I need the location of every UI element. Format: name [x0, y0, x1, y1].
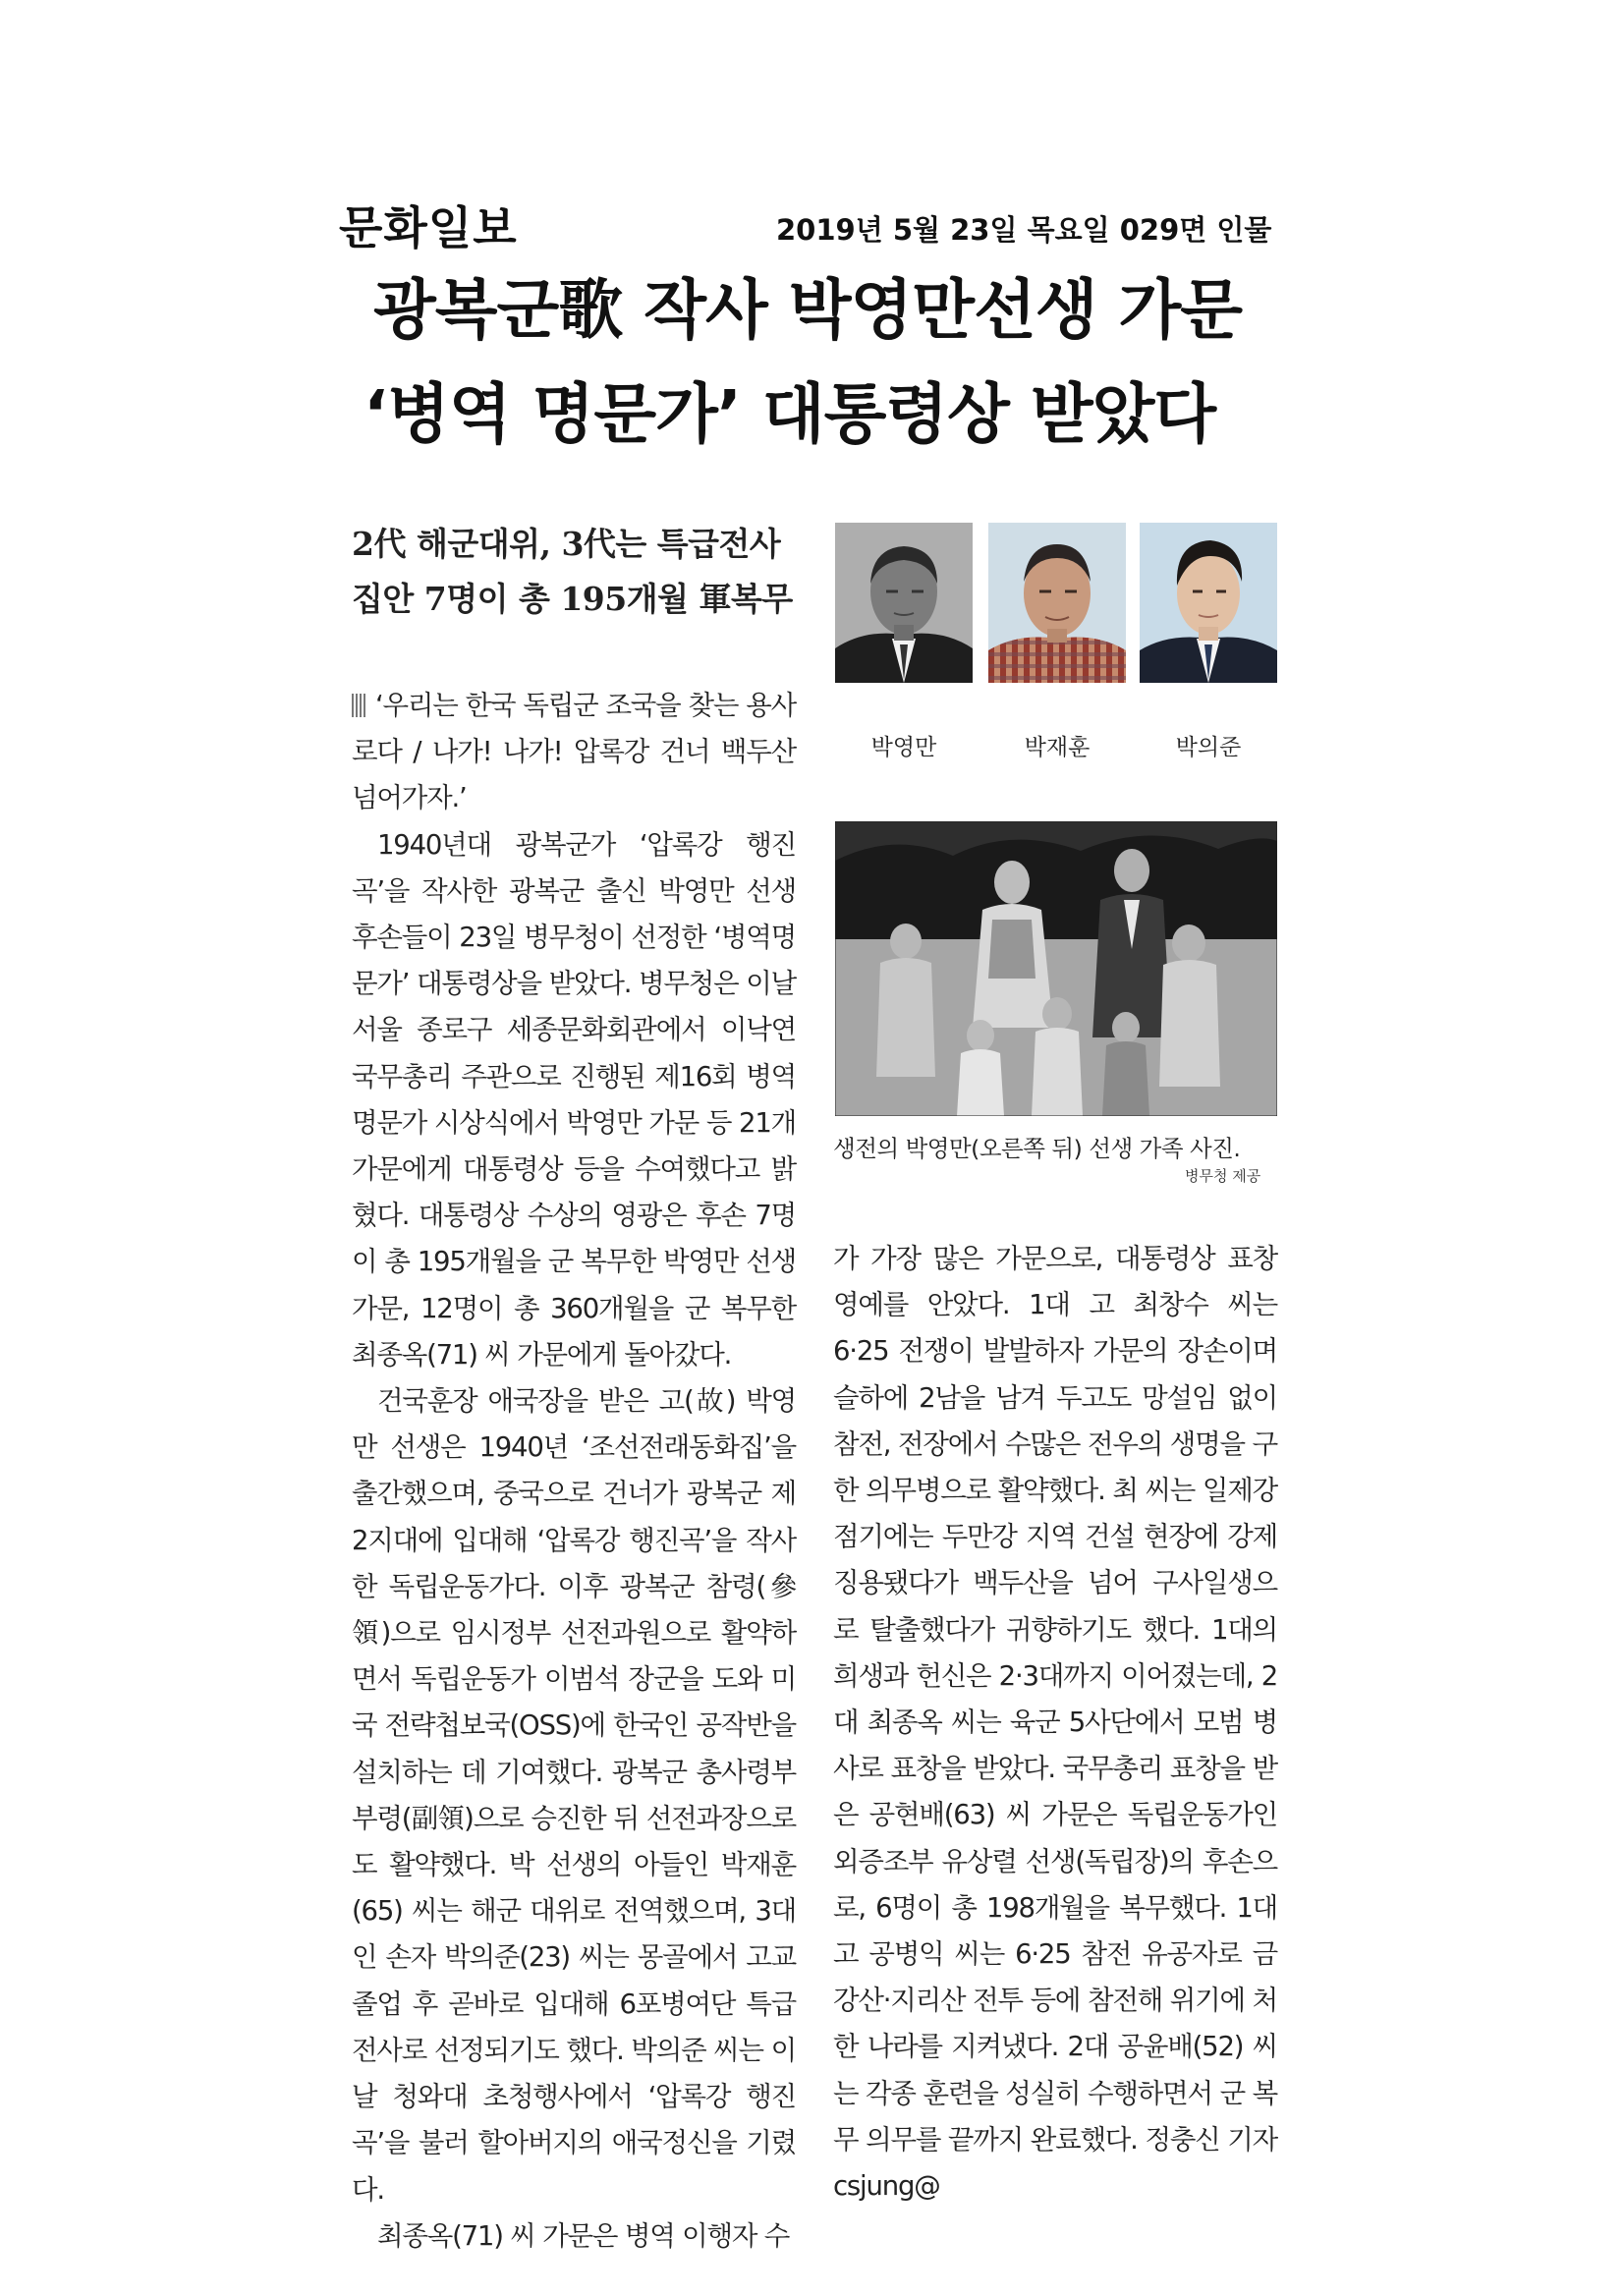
article-paragraph-text: ‘우리는 한국 독립군 조국을 찾는 용사로다 / 나가! 나가! 압록강 건너 백두산 넘어가자.’: [352, 690, 796, 814]
portrait-photo-3: [1140, 523, 1277, 683]
portrait-photo-2: [988, 523, 1126, 683]
subhead-line-1: 2代 해군대위, 3代는 특급전사: [352, 525, 781, 563]
article-column-1: [352, 683, 796, 2260]
article-paragraph: [352, 683, 796, 822]
article-paragraph-text: 가 가장 많은 가문으로, 대통령상 표창 영예를 안았다. 1대 고 최창수 씨는 6·25 전쟁이 발발하자 가문의 장손이며 슬하에 2남을 남겨 두고도 망설임 없이 참전, 전장에서 수많은 전우의 생명을 구한 의무병으로 활약했다. 최 씨는 일제강점기에는 두만강 지역 건설 현장에 강제징용됐다가 백두산을 넘어 구사일생으로 탈출했다가 귀향하기도 했다. 1대의 희생과 헌신은 2·3대까지 이어졌는데, 2대 최종옥 씨는 육군 5사단에서 모범 병사로 표창을 받았다. 국무총리 표창을 받은 공현배(63) 씨 가문은 독립운동가인 외증조부 유상렬 선생(독립장)의 후손으로, 6명이 총 198개월을 복무했다. 1대 고 공병익 씨는 6·25 참전 유공자로 금강산·지리산 전투 등에 참전해 위기에 처한 나라를 지켜냈다. 2대 공윤배(52) 씨는 각종 훈련을 성실히 수행하면서 군 복무 의무를 끝까지 완료했다.: [833, 1243, 1277, 2156]
article-paragraph: [833, 1236, 1277, 2210]
subhead-line-2: 집안 7명이 총 195개월 軍복무: [352, 580, 793, 618]
article-paragraph: 1940년대 광복군가 ‘압록강 행진곡’을 작사한 광복군 출신 박영만 선생 후손들이 23일 병무청이 선정한 ‘병역명문가’ 대통령상을 받았다. 병무청은 이날 서울 종로구 세종문화회관에서 이낙연 국무총리 주관으로 진행된 제16회 병역명문가 시상식에서 박영만 가문 등 21개 가문에게 대통령상 등을 수여했다고 밝혔다. 대통령상 수상의 영광은 후손 7명이 총 195개월을 군 복무한 박영만 선생 가문, 12명이 총 360개월을 군 복무한 최종옥(71) 씨 가문에게 돌아갔다.: [352, 828, 796, 1371]
portrait-photo-1: [835, 523, 973, 683]
lead-marker-icon: [352, 694, 365, 717]
dateline: 2019년 5월 23일 목요일 029면 인물: [776, 213, 1272, 247]
photo-caption: 생전의 박영만(오른쪽 뒤) 선생 가족 사진.: [833, 1135, 1241, 1162]
family-photo: [835, 821, 1277, 1116]
portrait-name-1: 박영만: [870, 735, 937, 760]
portrait-name-2: 박재훈: [1024, 735, 1091, 760]
article-column-2: [833, 1236, 1277, 2210]
headline-line-1: 광복군歌 작사 박영만선생 가문: [373, 272, 1243, 348]
article-paragraph: 건국훈장 애국장을 받은 고(故) 박영만 선생은 1940년 ‘조선전래동화집’을 출간했으며, 중국으로 건너가 광복군 제2지대에 입대해 ‘압록강 행진곡’을 작사한 독립운동가다. 이후 광복군 참령(參領)으로 임시정부 선전과원으로 활약하면서 독립운동가 이범석 장군을 도와 미국 전략첩보국(OSS)에 한국인 공작반을 설치하는 데 기여했다. 광복군 총사령부 부령(副領)으로 승진한 뒤 선전과장으로도 활약했다. 박 선생의 아들인 박재훈(65) 씨는 해군 대위로 전역했으며, 3대인 손자 박의준(23) 씨는 몽골에서 고교 졸업 후 곧바로 입대해 6포병여단 특급전사로 선정되기도 했다. 박의준 씨는 이날 청와대 초청행사에서 ‘압록강 행진곡’을 불러 할아버지의 애국정신을 기렸다.: [352, 1385, 796, 2206]
article-paragraph: 최종옥(71) 씨 가문은 병역 이행자 수: [377, 2219, 790, 2252]
photo-credit: 병무청 제공: [1185, 1167, 1261, 1185]
portrait-name-3: 박의준: [1175, 735, 1242, 760]
newspaper-logo: 문화일보: [339, 201, 518, 254]
byline: 정충신 기자 csjung@: [833, 2123, 1277, 2203]
headline-line-2: ‘병역 명문가’ 대통령상 받았다: [364, 376, 1216, 452]
